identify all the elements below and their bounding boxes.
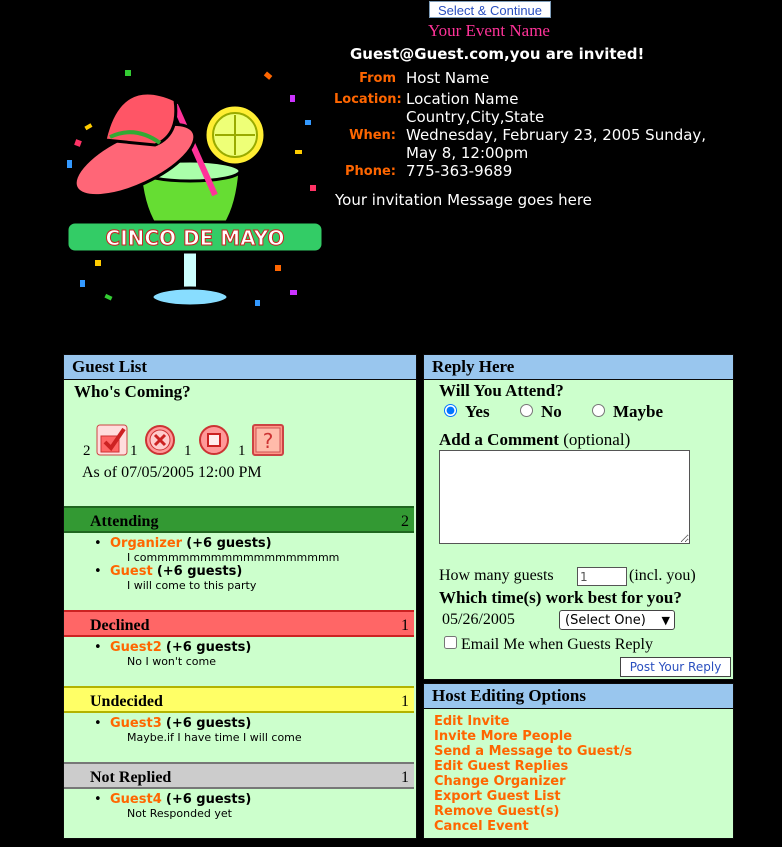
event-name: Your Event Name	[428, 21, 550, 40]
guest-name-link[interactable]: Guest4	[110, 792, 162, 807]
when-line1: Wednesday, February 23, 2005 Sunday,	[406, 126, 707, 144]
attending-title: Attending	[90, 513, 159, 530]
guests-count-input[interactable]	[577, 567, 627, 586]
guest-comment: No I won't come	[127, 655, 216, 668]
guest-list-title: Guest List	[64, 355, 416, 380]
cancel-event-link[interactable]: Cancel Event	[434, 819, 529, 834]
host-options-title: Host Editing Options	[424, 684, 733, 709]
change-organizer-link[interactable]: Change Organizer	[434, 774, 566, 789]
undecided-section-count: 1	[401, 693, 409, 710]
cinco-de-mayo-logo	[67, 222, 323, 252]
guests-suffix: (incl. you)	[629, 567, 696, 584]
email-me-option[interactable]: Email Me when Guests Reply	[444, 636, 653, 654]
location-address: Country,City,State	[406, 108, 545, 126]
radio-maybe-input[interactable]	[592, 404, 605, 417]
undecided-square-icon[interactable]	[198, 424, 230, 456]
lime-slice	[205, 105, 265, 165]
phone-label: Phone:	[345, 164, 396, 179]
radio-no[interactable]: No	[520, 402, 562, 422]
guest-comment: I will come to this party	[127, 579, 257, 592]
event-image	[65, 65, 325, 325]
attending-section-count: 2	[401, 513, 409, 530]
radio-maybe[interactable]: Maybe	[592, 402, 663, 422]
from-value: Host Name	[406, 69, 490, 87]
not-replied-section-header	[64, 762, 414, 789]
when-line2: May 8, 12:00pm	[406, 144, 529, 162]
time-question: Which time(s) work best for you?	[439, 588, 682, 607]
declined-count: 1	[130, 443, 138, 459]
select-continue-button[interactable]: Select & Continue	[429, 1, 551, 18]
guest-extra: (+6 guests)	[165, 640, 252, 655]
reply-title: Reply Here	[424, 355, 733, 380]
radio-yes-input[interactable]	[444, 404, 457, 417]
comment-textarea[interactable]	[439, 450, 690, 544]
guests-label: How many guests	[439, 567, 554, 584]
reply-panel	[423, 354, 734, 680]
radio-no-input[interactable]	[520, 404, 533, 417]
guest-name-link[interactable]: Guest	[110, 564, 153, 579]
location-name: Location Name	[406, 90, 519, 108]
attending-section-header	[64, 506, 414, 533]
chevron-down-icon: ▼	[661, 614, 670, 627]
export-guest-list-link[interactable]: Export Guest List	[434, 789, 561, 804]
guest-list-panel: Guest List Who's Coming? 2 1 1 1 ? As of 07/05/2005 12:00 PM Attending 2 • Organizer (+6 guests) I commmmmmmmmmmmmmmmmm • Guest (+6 guests) I will come to this party Declined 1 • Guest2 (+6 guests) No I won't come Undecided 1 • Guest3 (+6 guests) Maybe.if I have time I will come Not Replied 1 • Guest4 (+6 guests) Not Responded yet	[63, 354, 417, 839]
as-of-timestamp: As of 07/05/2005 12:00 PM	[82, 464, 262, 481]
remove-guests-link[interactable]: Remove Guest(s)	[434, 804, 560, 819]
guest-name-link[interactable]: Guest3	[110, 716, 162, 731]
date-option: 05/26/2005	[442, 611, 515, 628]
comment-label: Add a Comment	[439, 430, 559, 449]
declined-section-header	[64, 610, 414, 637]
host-options-panel	[423, 683, 734, 839]
not-replied-question-icon[interactable]	[252, 424, 284, 456]
comment-label-row	[439, 430, 630, 450]
invitation-message: Your invitation Message goes here	[335, 191, 592, 209]
not-replied-title: Not Replied	[90, 769, 172, 786]
guest-name-link[interactable]: Organizer	[110, 536, 183, 551]
edit-invite-link[interactable]: Edit Invite	[434, 714, 510, 729]
attending-check-icon[interactable]	[96, 424, 128, 456]
declined-title: Declined	[90, 617, 150, 634]
from-label: From	[359, 71, 396, 86]
when-label: When:	[349, 128, 396, 143]
not-replied-count: 1	[238, 443, 246, 459]
edit-guest-replies-link[interactable]: Edit Guest Replies	[434, 759, 569, 774]
time-select[interactable]: (Select One) ▼	[559, 610, 675, 630]
email-me-checkbox[interactable]	[444, 636, 457, 649]
invite-more-people-link[interactable]: Invite More People	[434, 729, 573, 744]
attend-question: Will You Attend?	[439, 381, 564, 400]
undecided-section-header	[64, 686, 414, 713]
comment-optional: (optional)	[563, 430, 631, 449]
not-replied-section-count: 1	[401, 769, 409, 786]
send-message-link[interactable]: Send a Message to Guest/s	[434, 744, 633, 759]
undecided-title: Undecided	[90, 693, 163, 710]
declined-x-icon[interactable]	[144, 424, 176, 456]
guest-comment: Maybe.if I have time I will come	[127, 731, 302, 744]
undecided-count: 1	[184, 443, 192, 459]
invited-line: Guest@Guest.com,you are invited!	[350, 45, 645, 63]
location-label: Location:	[334, 92, 402, 107]
guest-extra: (+6 guests)	[165, 792, 252, 807]
declined-section-count: 1	[401, 617, 409, 634]
whos-coming-heading: Who's Coming?	[74, 382, 191, 401]
guest-comment: I commmmmmmmmmmmmmmmmm	[127, 551, 340, 564]
phone-value: 775-363-9689	[406, 162, 513, 180]
svg-text:CINCO DE MAYO: CINCO DE MAYO	[105, 226, 285, 250]
guest-extra: (+6 guests)	[165, 716, 252, 731]
guest-extra: (+6 guests)	[186, 536, 272, 551]
guest-extra: (+6 guests)	[156, 564, 243, 579]
post-reply-button[interactable]: Post Your Reply	[620, 657, 731, 677]
guest-comment: Not Responded yet	[127, 807, 232, 820]
svg-text:?: ?	[262, 429, 274, 453]
attending-count: 2	[83, 443, 91, 459]
radio-yes[interactable]: Yes	[444, 402, 490, 422]
guest-name-link[interactable]: Guest2	[110, 640, 162, 655]
